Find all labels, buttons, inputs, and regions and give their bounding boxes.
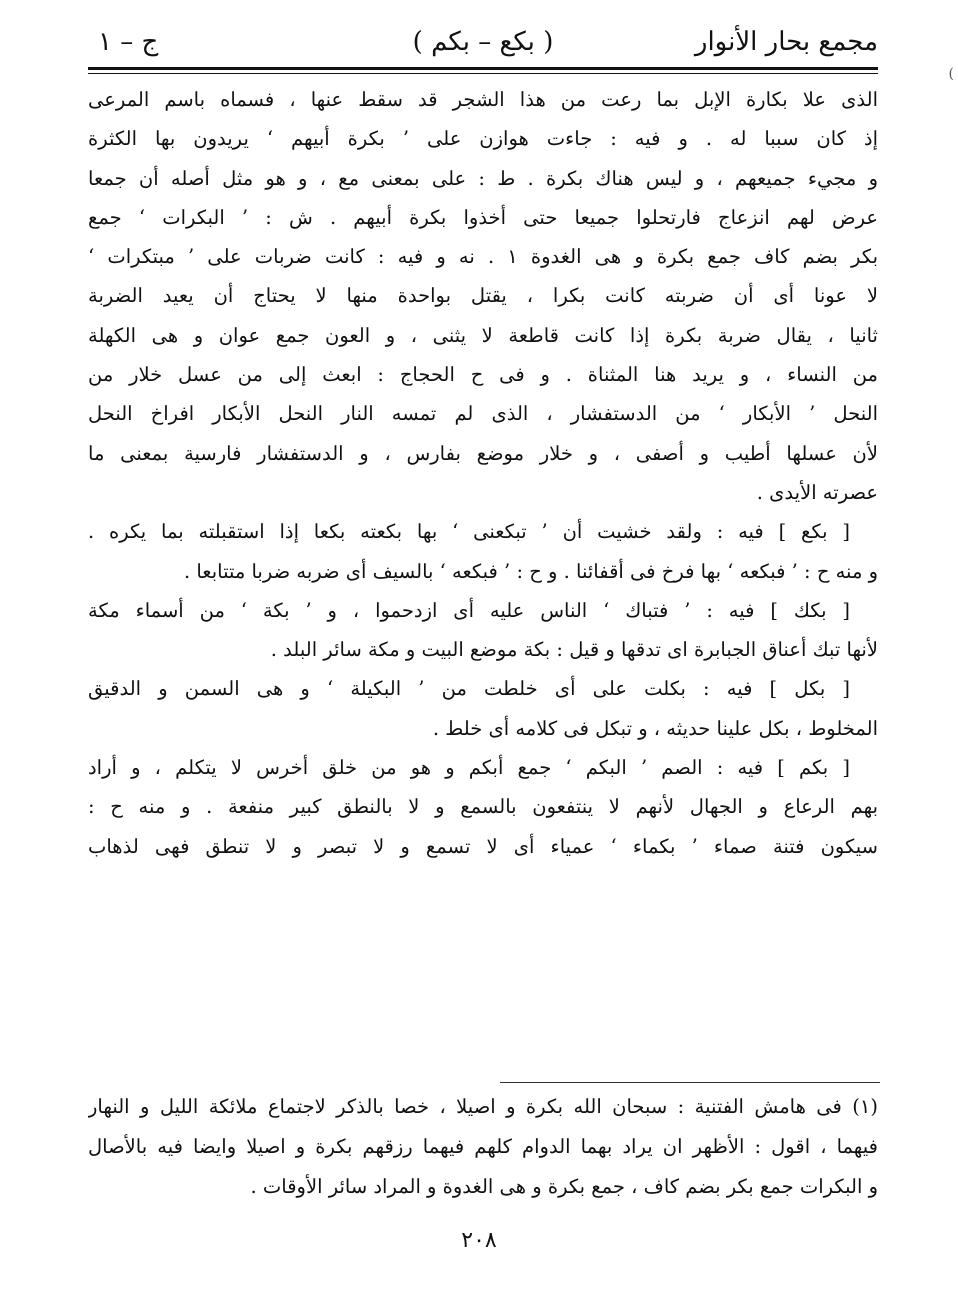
- footnote-rule: [500, 1082, 880, 1083]
- text-line: عصرته الأيدى .: [756, 480, 878, 504]
- text-line: المخلوط ، بكل علينا حديثه ، و تبكل فى كلامه أى خلط .: [432, 716, 878, 740]
- text-line: لا عونا أى أن ضربته كانت بكرا ، يقتل بواحدة منها لا يحتاج أن يعيد الضربة: [88, 284, 878, 308]
- text-line: ثانيا ، يقال ضربة بكرة إذا كانت قاطعة لا يثنى ، و العون جمع عوان و هى الكهلة: [88, 323, 878, 347]
- entry-bakl: [ بكل ] فيه : بكلت على أى خلطت من ’ البكيلة ‘ و هى السمن و الدقيق: [88, 677, 850, 701]
- entry-bakk: [ بكك ] فيه : ’ فتباك ‘ الناس عليه أى ازدحموا ، و ’ بكة ‘ من أسماء مكة: [88, 598, 850, 622]
- text-line: و مجيء جميعهم ، و ليس هناك بكرة . ط : على بمعنى مع ، و هو مثل أصله أن جمعا: [88, 166, 878, 190]
- text-line: من النساء ، و يريد هنا المثناة . و فى ح الحجاج : ابعث إلى من عسل خلار من: [88, 363, 878, 387]
- text-line: عرض لهم انزعاج فارتحلوا جميعا حتى أخذوا بكرة أبيهم . ش : ’ البكرات ‘ جمع: [88, 205, 878, 229]
- volume-number: ج – ١: [98, 27, 159, 57]
- main-text: [88, 80, 878, 866]
- margin-mark: (: [948, 66, 954, 82]
- footnote-line: فيهما ، اقول : الأظهر ان يراد بهما الدوام كلهم فيهما رزقهم بكرة و اصيلا وايضا فيه بالأصال: [88, 1135, 878, 1158]
- text-line: إذ كان سببا له . و فيه : جاءت هوازن على ’ بكرة أبيهم ‘ يريدون بها الكثرة: [88, 127, 878, 151]
- text-line: لأن عسلها أطيب و أصفى ، و خلار موضع بفارس ، و الدستفشار فارسية بمعنى ما: [88, 441, 878, 465]
- header-rule-thin: [88, 73, 878, 74]
- text-line: سيكون فتنة صماء ’ بكماء ‘ عمياء أى لا تسمع و لا تبصر و لا تنطق فهى لذهاب: [88, 834, 878, 858]
- text-line: بكر بضم كاف جمع بكرة و هى الغدوة ١ . نه و فيه : كانت ضربات على ’ مبتكرات ‘: [88, 245, 878, 269]
- text-line: لأنها تبك أعناق الجبابرة اى تدقها و قيل : بكة موضع البيت و مكة سائر البلد .: [270, 638, 878, 662]
- text-line: و منه ح : ’ فبكعه ‘ بها فرخ فى أقفائنا . و ح : ’ فبكعه ‘ بالسيف أى ضربه ضربا متتابعا .: [183, 559, 878, 583]
- footnotes: [88, 1087, 878, 1207]
- entry-range: ( بكع – بكم ): [412, 27, 554, 57]
- header-rule-thick: [88, 67, 878, 70]
- text-line: بهم الرعاع و الجهال لأنهم لا ينتفعون بالسمع و لا بالنطق كبير منفعة . و منه ح :: [88, 795, 878, 819]
- running-header: [88, 18, 878, 66]
- footnote-line: (١) فى هامش الفتنية : سبحان الله بكرة و اصيلا ، خصا بالذكر لاجتماع ملائكة الليل و النهار: [88, 1095, 878, 1118]
- text-line: الذى علا بكارة الإبل بما رعت من هذا الشجر قد سقط عنها ، فسماه باسم المرعى: [88, 88, 878, 111]
- text-line: النحل ’ الأبكار ‘ من الدستفشار ، الذى لم تمسه النار النحل الأبكار افراخ النحل: [88, 402, 878, 426]
- page-number: ٢٠٨: [461, 1228, 497, 1253]
- book-title: مجمع بحار الأنوار: [694, 27, 878, 57]
- entry-bakm: [ بكم ] فيه : الصم ’ البكم ‘ جمع أبكم و هو من خلق أخرس لا يتكلم ، و أراد: [88, 756, 850, 780]
- footnote-line: و البكرات جمع بكر بضم كاف ، جمع بكرة و هى الغدوة و المراد سائر الأوقات .: [250, 1175, 878, 1198]
- entry-bak-a: [ بكع ] فيه : ولقد خشيت أن ’ تبكعنى ‘ بها بكعته بكعا إذا استقبلته بما يكره .: [88, 520, 850, 544]
